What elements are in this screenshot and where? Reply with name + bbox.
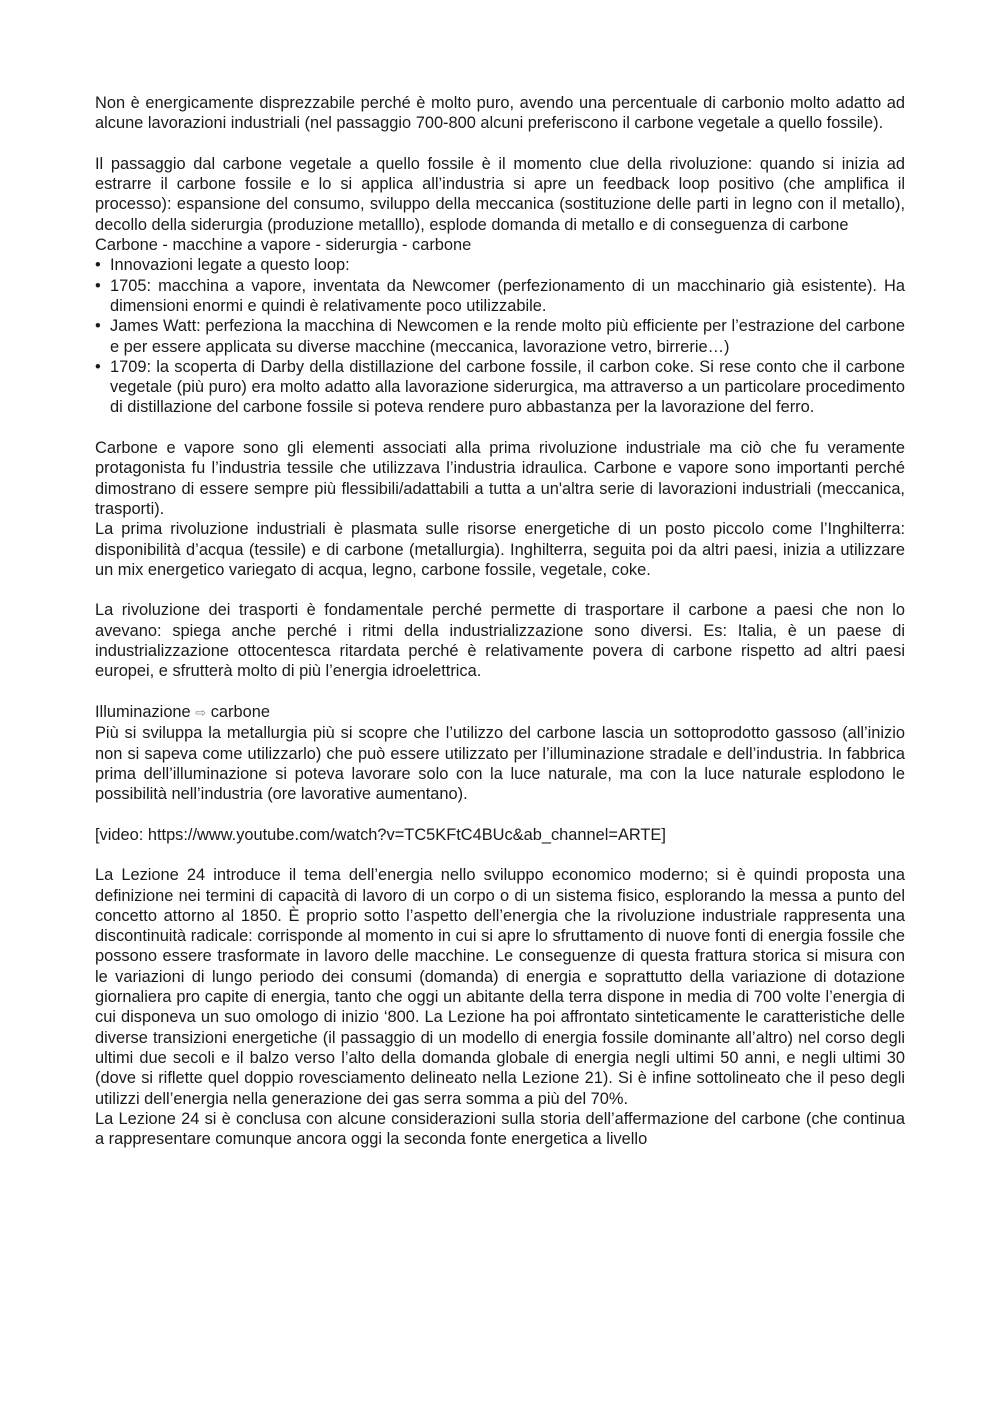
bullet-item	[95, 316, 905, 357]
bullet-text: James Watt: perfeziona la macchina di Newcomen e la rende molto più efficiente per l’estrazione del carbone e per essere applicata su diverse macchine (meccanica, lavorazione vetro, birrerie…)	[110, 317, 905, 356]
paragraph-passaggio-carbone-fossile: Il passaggio dal carbone vegetale a quello fossile è il momento clue della rivoluzione: quando si inizia ad estrarre il carbone fossile e lo si applica all’industria si apre un feedback loop positivo (che amplifica il processo): espansione del consumo, sviluppo della meccanica (sostituzione delle parti in legno con il metallo), decollo della siderurgia (produzione metalllo), esplode domanda di metallo e di conseguenza di carbone	[95, 154, 905, 234]
paragraph-prima-rivoluzione-inghilterra: La prima rivoluzione industriali è plasmata sulle risorse energetiche di un posto piccolo come l’Inghilterra: disponibilità d’acqua (tessile) e di carbone (metallurgia). Inghilterra, seguita poi da altri paesi, inizia a utilizzare un mix energetico variegato di acqua, legno, carbone fossile, vegetale, coke.	[95, 520, 905, 579]
paragraph-lezione-24-conclusione: La Lezione 24 si è conclusa con alcune considerazioni sulla storia dell’affermazione del carbone (che continua a rappresentare comunque ancora oggi la seconda fonte energetica a livello	[95, 1109, 905, 1149]
bullet-text: 1709: la scoperta di Darby della distillazione del carbone fossile, il carbon coke. Si rese conto che il carbone vegetale (più puro) era molto adatto alla lavorazione siderurgica, ma attraverso a un particolare procedimento di distillazione del carbone fossile si poteva rendere puro abbastanza per la lavorazione del ferro.	[110, 357, 905, 417]
paragraph-illuminazione: Più si sviluppa la metallurgia più si scopre che l’utilizzo del carbone lascia un sottoprodotto gassoso (all’inizio non si sapeva come utilizzarlo) che può essere utilizzato per l’illuminazione stradale e dell’industria. In fabbrica prima dell’illuminazione si poteva lavorare solo con la luce naturale, ma con la luce naturale esplodono le possibilità nell’industria (ore lavorative aumentano).	[95, 724, 905, 804]
paragraph-gap	[95, 580, 905, 600]
paragraph-gap	[95, 682, 905, 702]
bullet-item	[95, 357, 905, 418]
heading-right-text: carbone	[210, 702, 270, 721]
paragraph-carbone-vegetale-purezza: Non è energicamente disprezzabile perché è molto puro, avendo una percentuale di carbonio molto adatto ad alcune lavorazioni industriali (nel passaggio 700-800 alcuni preferiscono il carbone vegetale a quello fossile).	[95, 94, 905, 133]
bullet-item	[95, 276, 905, 317]
innovations-bullet-list	[95, 255, 905, 417]
paragraph-lezione-24-introduzione: La Lezione 24 introduce il tema dell’energia nello sviluppo economico moderno; si è quindi proposta una definizione nei termini di capacità di lavoro di un corpo o di un sistema fisico, esplorando la messa a punto del concetto attorno al 1850. È proprio sotto l’aspetto dell’energia che la rivoluzione industriale rappresenta una discontinuità radicale: corrisponde al momento in cui si apre lo sfruttamento di nuove fonti di energia fossile che possono essere trasformate in lavoro delle macchine. Le conseguenze di questa frattura storica si misura con le variazioni di lungo periodo dei consumi (domanda) di energia e soprattutto della variazione di dotazione giornaliera pro capite di energia, tanto che oggi un abitante della terra dispone in media di 700 volte l’energia di cui disponeva un suo omologo di inizio ‘800. La Lezione ha poi affrontato sinteticamente le caratteristiche delle diverse transizioni energetiche (il passaggio di un modello di energia fossile dominante all’altro) nel corso degli ultimi due secoli e il balzo verso l’alto della domanda globale di energia negli ultimi 50 anni, e negli ultimi 30 (dove si riflette quel doppio rovesciamento delineato nella Lezione 21). Si è infine sottolineato che il peso degli utilizzi dell’energia nella generazione dei gas serra somma a più del 70%.	[95, 866, 905, 1108]
paragraph-carbone-e-vapore: Carbone e vapore sono gli elementi associati alla prima rivoluzione industriale ma ciò che fu veramente protagonista fu l’industria tessile che utilizzava l’industria idraulica. Carbone e vapore sono importanti perché dimostrano di essere sempre più flessibili/adattabili a tutta a un'altra serie di lavorazioni industriali (meccanica, trasporti).	[95, 439, 905, 518]
bullet-marker: •	[95, 276, 101, 295]
bullet-item	[95, 255, 905, 275]
bullet-marker: •	[95, 256, 101, 275]
heading-illuminazione-carbone	[95, 702, 905, 723]
paragraph-gap	[95, 134, 905, 154]
paragraph-rivoluzione-trasporti: La rivoluzione dei trasporti è fondamentale perché permette di trasportare il carbone a paesi che non lo avevano: spiega anche perché i ritmi della industrializzazione sono diversi. Es: Italia, è un paese di industrializzazione ottocentesca ritardata perché è relativamente povera di carbone rispetto ad altri paesi europei, e sfrutterà molto di più l’energia idroelettrica.	[95, 601, 905, 681]
paragraph-gap	[95, 418, 905, 438]
bullet-marker: •	[95, 317, 101, 336]
bullet-marker: •	[95, 357, 101, 376]
video-reference: [video: https://www.youtube.com/watch?v=TC5KFtC4BUc&ab_channel=ARTE]	[95, 825, 666, 844]
paragraph-loop-summary: Carbone - macchine a vapore - siderurgia - carbone	[95, 236, 472, 255]
bullet-text: Innovazioni legate a questo loop:	[110, 256, 350, 275]
paragraph-gap	[95, 804, 905, 824]
paragraph-gap	[95, 845, 905, 865]
double-arrow-right-icon: ⇨	[195, 704, 207, 720]
bullet-text: 1705: macchina a vapore, inventata da Newcomer (perfezionamento di un macchinario già esistente). Ha dimensioni enormi e quindi è relativamente poco utilizzabile.	[110, 276, 905, 315]
heading-left-text: Illuminazione	[95, 702, 191, 721]
